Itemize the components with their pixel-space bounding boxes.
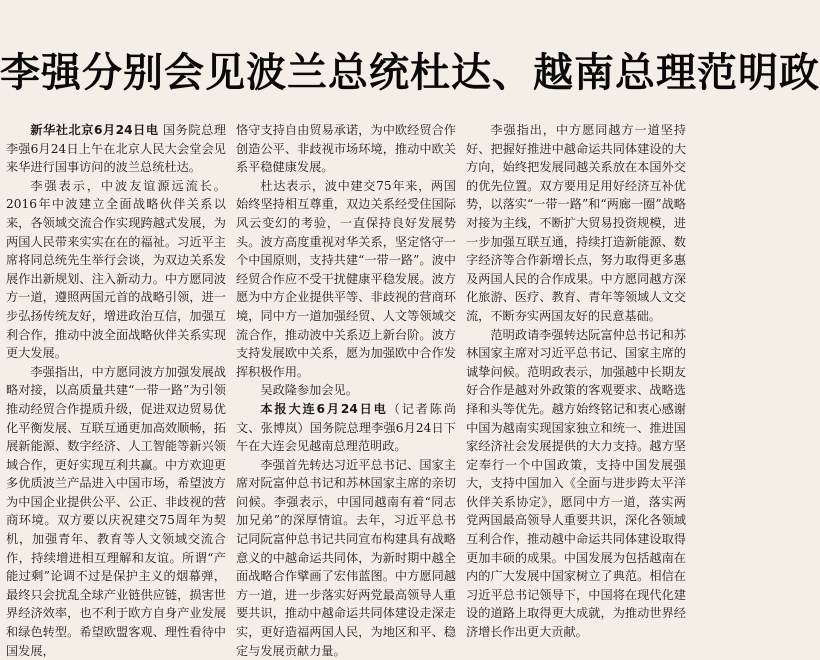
headline: 李强分别会见波兰总统杜达、越南总理范明政 — [0, 50, 820, 96]
dateline: 新华社北京6月24日电 — [30, 123, 159, 137]
column-2 — [236, 121, 456, 658]
paragraph: 李强首先转达习近平总书记、国家主席对阮富仲总书记和苏林国家主席的亲切问候。李强表示，中国同越南有着“同志加兄弟”的深厚情谊。去年，习近平总书记同阮富仲总书记共同宣布构建具有战略意义的中越命运共同体，为新时期中越全面战略合作擘画了宏伟蓝图。中方愿同越方一道，进一步落实好两党最高领导人重要共识，推动中越命运共同体建设走深走实，更好造福两国人民，为地区和平、稳定与发展贡献力量。 — [236, 457, 456, 658]
paragraph: 杜达表示，波中建交75年来，两国始终坚持相互尊重，双边关系经受住国际风云变幻的考验，一直保持良好发展势头。波方高度重视对华关系，坚定恪守一个中国原则，支持共建“一带一路”。波中经贸合作应不受干扰健康平稳发展。波方愿为中方企业提供平等、非歧视的营商环境，同中方一道加强经贸、人文等领域交流合作，推动波中关系迈上新台阶。波方支持发展欧中关系，愿为加强欧中合作发挥积极作用。 — [236, 178, 456, 379]
paragraph — [236, 400, 456, 456]
dateline: 本报大连6月24日电 — [260, 401, 388, 416]
paragraph: 范明政请李强转达阮富仲总书记和苏林国家主席对习近平总书记、国家主席的诚挚问候。范明政表示，加强越中长期友好合作是越对外政策的客观要求、战略选择和头等优先。越方始终铭记和衷心感谢中国为越南实现国家独立和统一、推进国家经济社会发展提供的大力支持。越方坚定奉行一个中国政策，支持中国发展强大，支持中国加入《全面与进步跨太平洋伙伴关系协定》，愿同中方一道，落实两党两国最高领导人重要共识，深化各领域互利合作，推动越中命运共同体建设取得更加丰硕的成果。中国发展为包括越南在内的广大发展中国家树立了典范。相信在习近平总书记领导下，中国将在现代化建设的道路上取得更大成就，为推动世界经济增长作出更大贡献。 — [466, 327, 686, 640]
article-body — [6, 121, 686, 658]
paragraph: 李强指出，中方愿同越方一道坚持好、把握好推进中越命运共同体建设的大方向，始终把发展同越关系放在本国外交的优先位置。双方要用足用好经济互补优势，以落实“一带一路”和“两廊一圈”战略对接为主线，不断扩大贸易投资规模，进一步加强互联互通，持续打造新能源、数字经济等合作新增长点，努力取得更多惠及两国人民的合作成果。中方愿同越方深化旅游、医疗、教育、青年等领域人文交流，不断夯实两国友好的民意基础。 — [466, 123, 686, 323]
paragraph: 李强指出，中方愿同波方加强发展战略对接，以高质量共建“一带一路”为引领推动经贸合作提质升级，促进双边贸易优化平衡发展、互联互通更加高效顺畅，拓展新能源、数字经济、人工智能等新兴领域合作，更好实现互利共赢。中方欢迎更多优质波兰产品进入中国市场，希望波方为中国企业提供公平、公正、非歧视的营商环境。双方要以庆祝建交75周年为契机，加强青年、教育等人文领域交流合作，持续增进相互理解和友谊。所谓“产能过剩”论调不过是保护主义的烟幕弹，最终只会扰乱全球产业链供应链，损害世界经济效率，也不利于欧方自身产业发展和绿色转型。希望欧盟客观、理性看待中国发展， — [6, 364, 226, 658]
paragraph: 恪守支持自由贸易承诺，为中欧经贸合作创造公平、非歧视市场环境，推动中欧关系平稳健康发展。 — [236, 123, 456, 175]
paragraph — [6, 121, 226, 177]
column-3 — [466, 121, 686, 640]
paragraph-text: 国务院总理李强6月24日上午在北京人民大会堂会见来华进行国事访问的波兰总统杜达。 — [6, 123, 226, 175]
column-1 — [6, 121, 226, 658]
paragraph: 李强表示，中波友谊源远流长。2016年中波建立全面战略伙伴关系以来，各领域交流合作实现跨越式发展，为两国人民带来实实在在的福祉。习近平主席将同总统先生举行会谈，为双边关系发展作出新规划、注入新动力。中方愿同波方一道，遵照两国元首的战略引领，进一步弘扬传统友好，增进政治互信，加强互利合作，推动中波全面战略伙伴关系实现更大发展。 — [6, 178, 226, 361]
paragraph: 吴政隆参加会见。 — [260, 383, 358, 398]
paragraph-text: （记者陈尚文、张博岚）国务院总理李强6月24日下午在大连会见越南总理范明政。 — [236, 401, 456, 454]
